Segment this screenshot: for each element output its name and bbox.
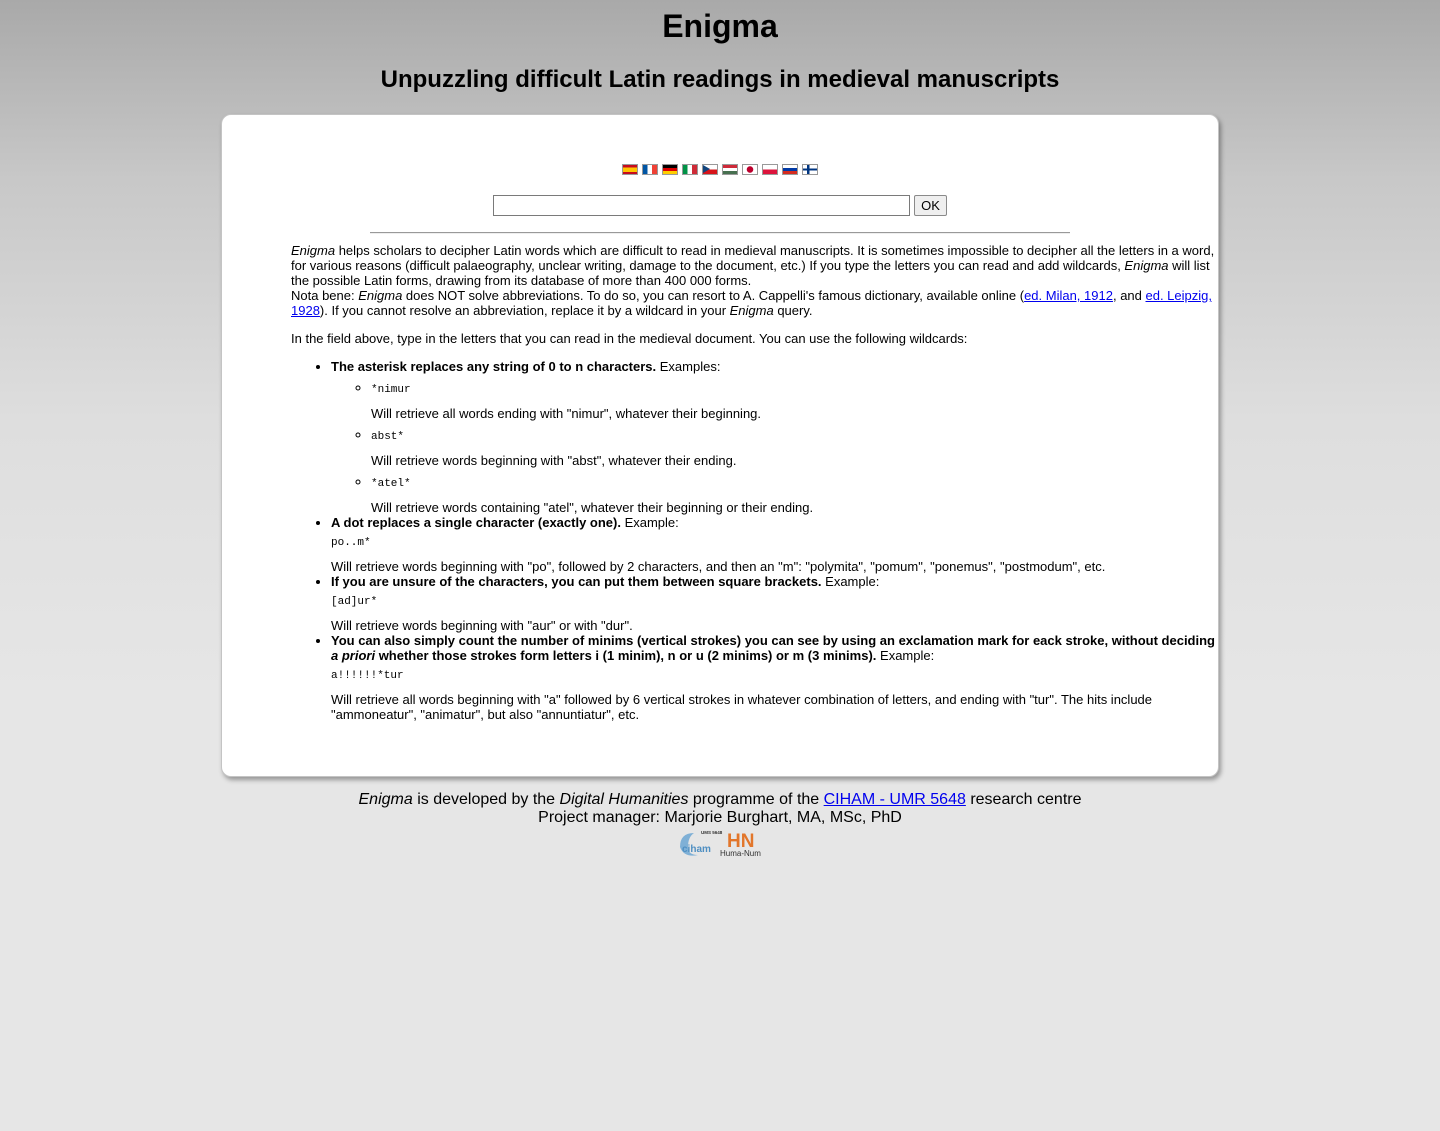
flag-italian-icon[interactable] (682, 164, 698, 175)
flag-russian-icon[interactable] (782, 164, 798, 175)
enigma-name: Enigma (291, 243, 336, 258)
flag-german-icon[interactable] (662, 164, 678, 175)
nota-text: query. (773, 303, 813, 318)
flag-spanish-icon[interactable] (622, 164, 638, 175)
ciham-logo-badge: UMS 5648 (701, 830, 723, 835)
list-item (331, 633, 1218, 722)
project-manager: Project manager: Marjorie Burghart, MA, MSc, PhD (538, 809, 902, 826)
page-title: Enigma (662, 8, 778, 44)
enigma-name: Enigma (358, 791, 413, 808)
digital-humanities-name: Digital Humanities (559, 791, 689, 808)
example-description: Will retrieve words beginning with "aur" or with "dur". (331, 618, 633, 633)
huma-num-logo-icon[interactable] (719, 827, 765, 859)
language-flags (222, 164, 1218, 178)
rule-heading: If you are unsure of the characters, you can put them between square brackets. (331, 574, 822, 589)
intro-text: helps scholars to decipher Latin words which are difficult to read in medieval manuscripts. It is sometimes impossible to decipher all the letters in a word, for various reasons (difficult palaeography, unclear writing, damage to the document, etc.) If you type the letters you can read and add wildcards, (291, 243, 1215, 273)
example-description: Will retrieve all words beginning with "a" followed by 6 vertical strokes in whatever combination of letters, and ending with "tur". The hits include "ammoneatur", "animatur", but also "annuntiatur", etc. (331, 692, 1153, 722)
list-item (371, 474, 1218, 515)
rule-heading (331, 633, 1215, 663)
flag-polish-icon[interactable] (762, 164, 778, 175)
example-code: a!!!!!!*tur (331, 670, 404, 682)
main-panel (221, 114, 1219, 777)
rule-heading: A dot replaces a single character (exactly one). (331, 515, 621, 530)
help-content (291, 241, 1218, 722)
rule-heading-part: whether those strokes form letters i (1 minim), n or u (2 minims) or m (3 minims). (375, 648, 877, 663)
ciham-link[interactable]: CIHAM - UMR 5648 (823, 791, 966, 808)
rule-tail: Example: (876, 648, 935, 663)
footer (0, 791, 1440, 827)
enigma-name: Enigma (729, 303, 774, 318)
flag-finnish-icon[interactable] (802, 164, 818, 175)
example-description: Will retrieve all words ending with "nimur", whatever their beginning. (371, 406, 762, 421)
intro-text: will list the possible Latin forms, drawing from its database of more than 400 000 forms. (291, 258, 1210, 288)
example-code: ◦ abst* (371, 431, 405, 443)
list-item (331, 359, 1218, 515)
list-item (331, 574, 1218, 633)
footer-text: is developed by the (412, 791, 560, 808)
footer-text: programme of the (688, 791, 824, 808)
nota-text: ). If you cannot resolve an abbreviation, replace it by a wildcard in your (319, 303, 730, 318)
separator (370, 232, 1070, 234)
rule-heading-italic: a priori (331, 648, 376, 663)
rule-tail: Example: (821, 574, 880, 589)
enigma-name: Enigma (358, 288, 403, 303)
partner-logos (676, 827, 766, 859)
example-code: ◦ *atel* (371, 478, 411, 490)
huma-num-logo-mark: HN (727, 831, 755, 852)
cappelli-milan-link[interactable]: ed. Milan, 1912 (1024, 288, 1113, 303)
nota-text: does NOT solve abbreviations. To do so, you can resort to A. Cappelli's famous dictionary, available online ( (402, 288, 1025, 303)
footer-credits (0, 791, 1440, 809)
flag-czech-icon[interactable] (702, 164, 718, 175)
flag-french-icon[interactable] (642, 164, 658, 175)
nota-bene-label: Nota bene: (291, 288, 359, 303)
ciham-logo-icon[interactable] (676, 827, 723, 859)
page-subtitle: Unpuzzling difficult Latin readings in medieval manuscripts (380, 66, 1060, 93)
ok-button[interactable]: OK (914, 195, 947, 216)
example-code: po..m* (331, 537, 371, 549)
enigma-name: Enigma (1124, 258, 1169, 273)
flag-japanese-icon[interactable] (742, 164, 758, 175)
example-description: Will retrieve words beginning with "abst", whatever their ending. (371, 453, 737, 468)
wildcard-list (291, 359, 1218, 722)
list-item (371, 427, 1218, 468)
cappelli-leipzig-link[interactable]: ed. Leipzig, 1928 (291, 288, 1212, 318)
field-instructions: In the field above, type in the letters that you can read in the medieval document. You can use the following wildcards: (291, 331, 968, 346)
example-code: [ad]ur* (331, 596, 378, 608)
rule-heading-part: You can also simply count the number of minims (vertical strokes) you can see by using an exclamation mark for eack stroke, without deciding (331, 633, 1215, 648)
ciham-logo-text: ciham (682, 844, 711, 855)
huma-num-logo-text: Huma-Num (720, 849, 761, 858)
asterisk-examples (331, 380, 1218, 515)
rule-tail: Examples: (656, 359, 721, 374)
list-item (331, 515, 1218, 574)
nota-text: , and (1112, 288, 1146, 303)
list-item (371, 380, 1218, 421)
search-form (222, 195, 1218, 216)
rule-heading: The asterisk replaces any string of 0 to n characters. (331, 359, 657, 374)
example-description: Will retrieve words beginning with "po", followed by 2 characters, and then an "m": "polymita", "pomum", "ponemus", "postmodum", etc. (331, 559, 1106, 574)
example-description: Will retrieve words containing "atel", whatever their beginning or their ending. (371, 500, 814, 515)
footer-text: research centre (965, 791, 1082, 808)
intro-paragraph (291, 243, 1218, 318)
flag-hungarian-icon[interactable] (722, 164, 738, 175)
example-code: ◦ *nimur (371, 384, 411, 396)
rule-tail: Example: (620, 515, 679, 530)
search-input[interactable] (493, 195, 910, 216)
